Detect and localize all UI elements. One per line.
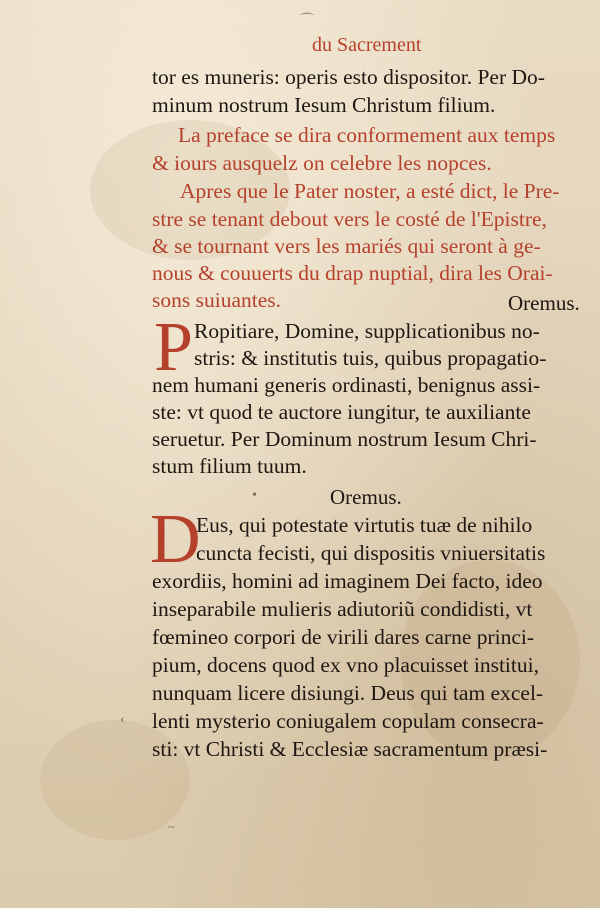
drop-cap: P: [154, 309, 193, 386]
text-line: pium, docens quod ex vno placuisset institui,: [152, 653, 539, 677]
oremus-heading: Oremus.: [330, 485, 402, 509]
page-mark: ⌒: [300, 14, 314, 29]
rubric-line: & iours ausquelz on celebre les nopces.: [152, 151, 492, 175]
text-line: inseparabile mulieris adiutoriũ condidisti, vt: [152, 597, 533, 621]
text-line: stris: & institutis tuis, quibus propagatio-: [194, 346, 547, 370]
text-line: Eus, qui potestate virtutis tuæ de nihilo: [196, 513, 533, 537]
margin-mark: ‹: [120, 712, 125, 727]
drop-cap: D: [150, 501, 201, 578]
rubric-line: La preface se dira conformement aux temps: [178, 123, 556, 147]
rubric-line: stre se tenant debout vers le costé de l'Epistre,: [152, 207, 547, 231]
text-line: tor es muneris: operis esto dispositor. Per Do-: [152, 65, 545, 89]
text-line: nunquam licere disiungi. Deus qui tam excel-: [152, 681, 544, 705]
text-line: minum nostrum Iesum Christum filium.: [152, 93, 496, 117]
oremus-heading: Oremus.: [508, 291, 580, 315]
text-line: nem humani generis ordinasti, benignus assi-: [152, 373, 541, 397]
rubric-line: Apres que le Pater noster, a esté dict, le Pre-: [180, 179, 560, 203]
text-line: Ropitiare, Domine, supplicationibus no-: [194, 319, 540, 343]
text-line: stum filium tuum.: [152, 454, 307, 478]
bullet-mark: •: [252, 488, 257, 503]
page-mark: ~: [168, 820, 175, 834]
rubric-line: nous & couuerts du drap nuptial, dira les Orai-: [152, 261, 553, 285]
text-line: sti: vt Christi & Ecclesiæ sacramentum præsi-: [152, 737, 548, 761]
text-line: seruetur. Per Dominum nostrum Iesum Chri-: [152, 427, 537, 451]
text-line: ste: vt quod te auctore iungitur, te auxiliante: [152, 400, 531, 424]
rubric-line: sons suiuantes.: [152, 288, 281, 312]
text-line: lenti mysterio coniugalem copulam consecra-: [152, 709, 544, 733]
text-line: cuncta fecisti, qui dispositis vniuersitatis: [196, 541, 546, 565]
text-line: fœmineo corpori de virili dares carne princi-: [152, 625, 535, 649]
running-head: du Sacrement: [312, 34, 422, 56]
rubric-line: & se tournant vers les mariés qui seront à ge-: [152, 234, 541, 258]
text-line: exordiis, homini ad imaginem Dei facto, ideo: [152, 569, 543, 593]
